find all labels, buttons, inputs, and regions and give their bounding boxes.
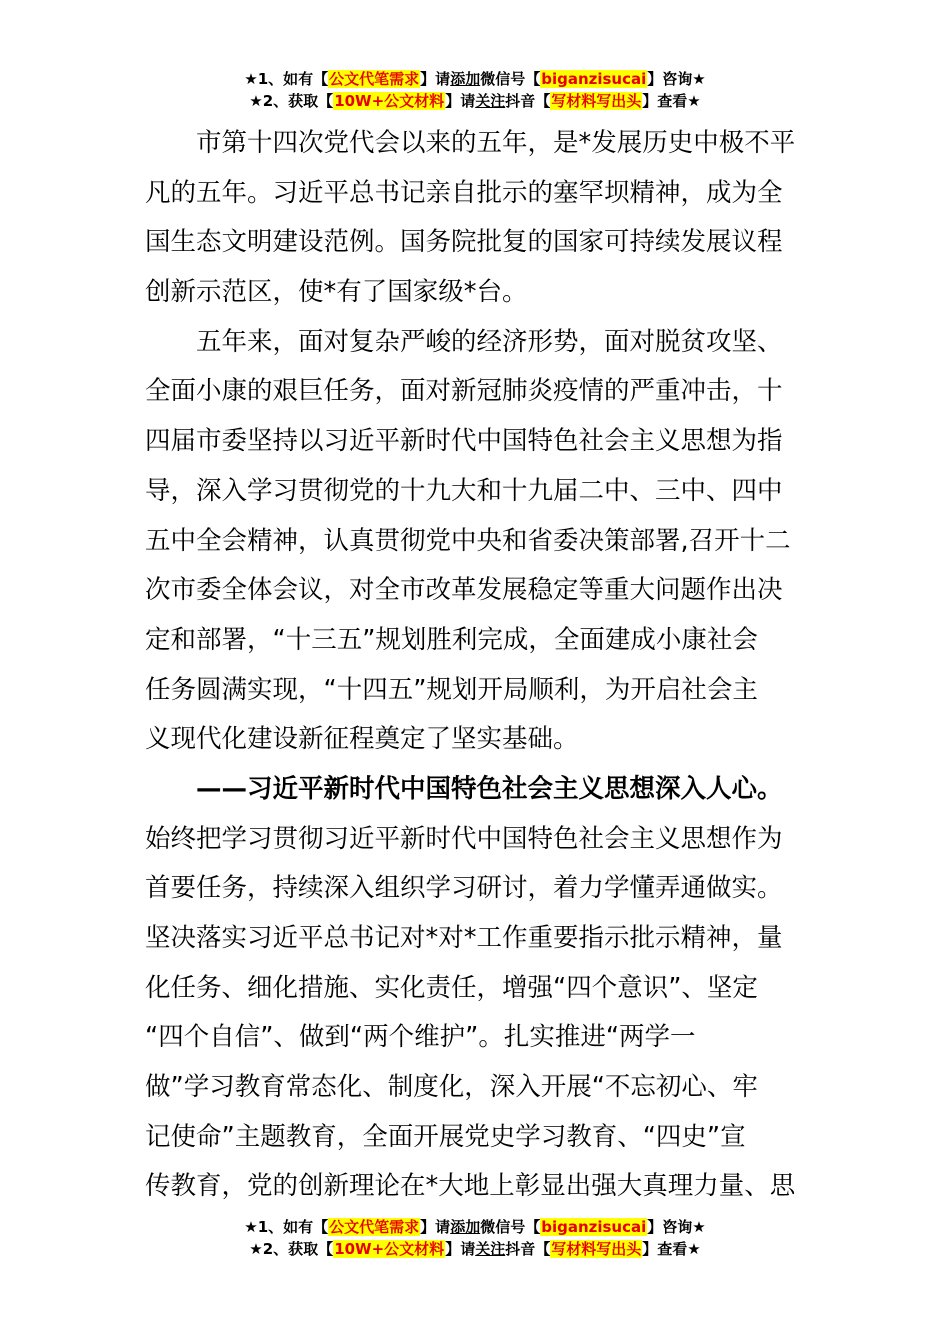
banner-text: 】咨询★	[647, 70, 706, 88]
body-line: 首要任务，持续深入组织学习研讨，着力学懂弄通做实。	[145, 873, 783, 904]
banner-text: 抖音【	[505, 1240, 551, 1258]
banner-text: 】请	[420, 70, 451, 88]
banner-highlight: 10W+公文材料	[334, 1240, 445, 1258]
banner-text: 】查看★	[642, 1240, 701, 1258]
body-line: 义现代化建设新征程奠定了坚实基础。	[145, 724, 579, 755]
banner-text: 】咨询★	[647, 1218, 706, 1236]
footer-banner	[0, 1216, 950, 1260]
body-line: 次市委全体会议，对全市改革发展稳定等重大问题作出决	[145, 575, 783, 606]
banner-text: ★1、如有【	[244, 1218, 329, 1236]
banner-text: ★2、获取【	[249, 92, 334, 110]
body-line: 导，深入学习贯彻党的十九大和十九届二中、三中、四中	[145, 475, 783, 506]
banner-line-2	[0, 90, 950, 112]
body-line: 记使命”主题教育，全面开展党史学习教育、“四史”宣	[145, 1121, 746, 1152]
banner-emphasis: 添加	[450, 70, 481, 88]
banner-text: 微信号【	[480, 1218, 541, 1236]
document-body	[145, 119, 807, 1212]
banner-line-2	[0, 1238, 950, 1260]
banner-text: 】请	[445, 1240, 476, 1258]
banner-text: 微信号【	[480, 70, 541, 88]
banner-highlight: 公文代笔需求	[329, 1218, 420, 1236]
banner-highlight: 公文代笔需求	[329, 70, 420, 88]
body-line: 化任务、细化措施、实化责任，增强“四个意识”、坚定	[145, 972, 758, 1003]
banner-highlight: 写材料写出头	[551, 1240, 642, 1258]
banner-line-1	[0, 68, 950, 90]
body-line: 五年来，面对复杂严峻的经济形势，面对脱贫攻坚、	[145, 326, 783, 357]
body-line: 创新示范区，使*有了国家级*台。	[145, 277, 528, 308]
section-heading: ——习近平新时代中国特色社会主义思想深入人心。	[145, 773, 783, 804]
banner-line-1	[0, 1216, 950, 1238]
banner-text: ★1、如有【	[244, 70, 329, 88]
header-banner	[0, 68, 950, 112]
banner-text: ★2、获取【	[249, 1240, 334, 1258]
banner-emphasis: 关注	[475, 92, 506, 110]
banner-highlight: biganzisucai	[541, 70, 647, 88]
body-line: 定和部署，“十三五”规划胜利完成，全面建成小康社会	[145, 624, 758, 655]
body-line: 始终把学习贯彻习近平新时代中国特色社会主义思想作为	[145, 823, 783, 854]
banner-highlight: 10W+公文材料	[334, 92, 445, 110]
banner-text: 】请	[445, 92, 476, 110]
banner-highlight: 写材料写出头	[551, 92, 642, 110]
body-line: 任务圆满实现，“十四五”规划开局顺利，为开启社会主	[145, 674, 758, 705]
body-line: “四个自信”、做到“两个维护”。扎实推进“两学一	[145, 1022, 696, 1053]
body-line: 坚决落实习近平总书记对*对*工作重要指示批示精神，量	[145, 923, 783, 953]
body-line: 五中全会精神，认真贯彻党中央和省委决策部署,召开十二	[145, 525, 791, 556]
body-line: 凡的五年。习近平总书记亲自批示的塞罕坝精神，成为全	[145, 177, 783, 208]
body-line: 做”学习教育常态化、制度化，深入开展“不忘初心、牢	[145, 1072, 758, 1103]
body-line: 市第十四次党代会以来的五年，是*发展历史中极不平	[145, 128, 796, 158]
banner-text: 】请	[420, 1218, 451, 1236]
banner-highlight: biganzisucai	[541, 1218, 647, 1236]
body-line: 全面小康的艰巨任务，面对新冠肺炎疫情的严重冲击，十	[145, 376, 783, 407]
banner-text: 抖音【	[505, 92, 551, 110]
banner-emphasis: 添加	[450, 1218, 481, 1236]
body-line: 四届市委坚持以习近平新时代中国特色社会主义思想为指	[145, 426, 783, 457]
body-line: 传教育，党的创新理论在*大地上彰显出强大真理力量、思	[145, 1171, 796, 1202]
banner-emphasis: 关注	[475, 1240, 506, 1258]
body-line: 国生态文明建设范例。国务院批复的国家可持续发展议程	[145, 227, 783, 258]
banner-text: 】查看★	[642, 92, 701, 110]
